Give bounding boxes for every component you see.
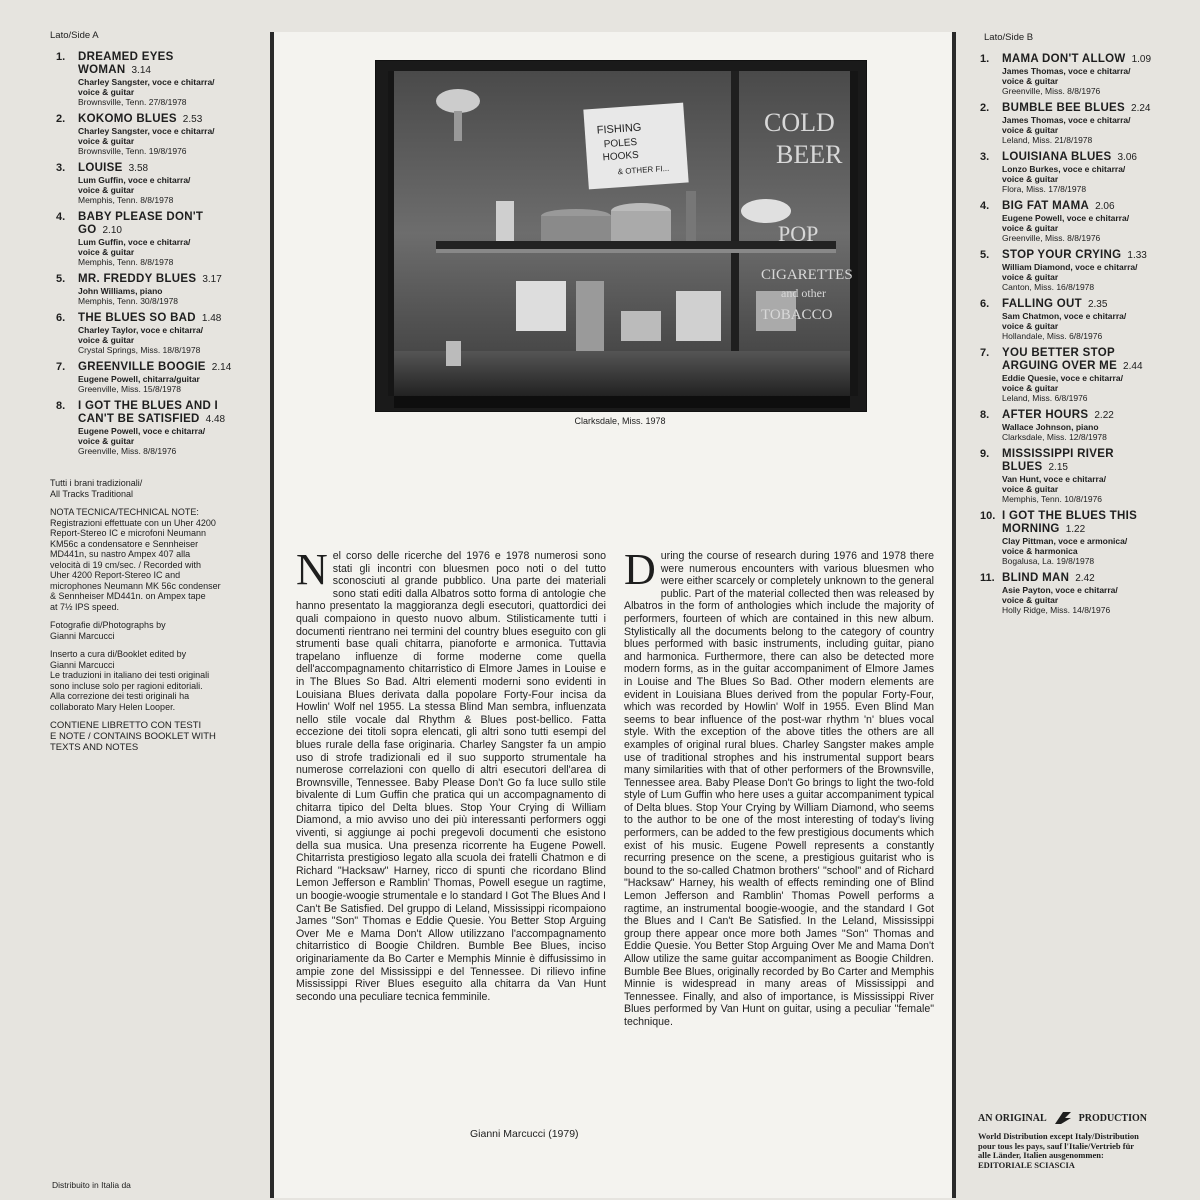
track-duration: 2.22: [1094, 410, 1114, 421]
track-performer: Sam Chatmon, voce e chitarra/: [1002, 311, 1127, 321]
track-performer: Clay Pittman, voce e armonica/: [1002, 536, 1128, 546]
track-duration: 2.35: [1087, 299, 1108, 310]
track-title: [1002, 409, 1188, 422]
track-title-line: CAN'T BE SATISFIED: [78, 413, 200, 425]
track-performer: Lum Guffin, voce e chitarra/: [78, 237, 191, 247]
track-title-line: ARGUING OVER ME: [1002, 360, 1118, 372]
track-title: [78, 273, 260, 286]
track-title-line: MORNING: [1002, 523, 1060, 535]
side-b-label: Lato/Side B: [984, 32, 1034, 43]
track-performer: Eddie Quesie, voce e chitarra/: [1002, 373, 1123, 383]
track-number: 2.: [56, 113, 66, 125]
production-line: AN ORIGINAL PRODUCTION: [978, 1110, 1188, 1126]
booklet-credit: [50, 649, 260, 712]
track-title: [1002, 298, 1188, 311]
track-performer: Lonzo Burkes, voce e chitarra/: [1002, 164, 1126, 174]
track-number: 3.: [980, 151, 990, 163]
technical-note-line: MD441n, su nastro Ampex 407 alla: [50, 549, 191, 559]
track-performer: James Thomas, voce e chitarra/: [1002, 115, 1131, 125]
track-duration: 2.53: [182, 114, 203, 125]
track-recording-place: Memphis, Tenn. 30/8/1978: [78, 296, 179, 306]
track-performer: voice & guitar: [78, 185, 135, 195]
track-performer: voice & guitar: [1002, 272, 1059, 282]
photo-credit: Fotografie di/Photographs by Gianni Marcucci: [50, 620, 166, 641]
track-duration: 3.14: [131, 65, 151, 76]
track-title: [78, 400, 260, 426]
svg-text:HOOKS: HOOKS: [602, 149, 640, 164]
track-number: 6.: [56, 312, 66, 324]
track-title-line: MR. FREDDY BLUES: [78, 273, 197, 285]
side-a-track: [50, 211, 260, 267]
contains-note-line: E NOTE / CONTAINS BOOKLET WITH: [50, 731, 216, 742]
distribution-info: [978, 1132, 1188, 1170]
track-number: 6.: [980, 298, 990, 310]
track-performer: voice & guitar: [1002, 223, 1059, 233]
svg-text:COLD: COLD: [764, 108, 835, 137]
track-performer: voice & guitar: [78, 335, 135, 345]
track-details: [1002, 448, 1188, 504]
track-title-line: LOUISIANA BLUES: [1002, 151, 1112, 163]
side-a-track: [50, 51, 260, 107]
track-number: 10.: [980, 510, 996, 522]
technical-note-line: KM56c a condensatore e Sennheiser: [50, 538, 199, 549]
track-title-line: YOU BETTER STOP: [1002, 347, 1115, 359]
track-title-line: BLUES: [1002, 461, 1043, 473]
side-a-track: [50, 273, 260, 306]
track-performer: voice & guitar: [1002, 321, 1059, 331]
track-duration: 4.48: [205, 414, 226, 425]
italy-distribution-note: Distribuito in Italia da: [52, 1180, 131, 1190]
traditional-note: Tutti i brani tradizionali/ All Tracks Traditional: [50, 478, 143, 499]
track-number: 11.: [980, 572, 995, 584]
track-recording-place: Memphis, Tenn. 10/8/1976: [1002, 494, 1103, 504]
track-duration: 2.15: [1048, 462, 1068, 473]
track-performer: voice & guitar: [1002, 484, 1059, 494]
svg-text:TOBACCO: TOBACCO: [761, 307, 833, 323]
track-details: [1002, 249, 1188, 292]
track-performer: James Thomas, voce e chitarra/: [1002, 66, 1131, 76]
track-performer: Eugene Powell, chitarra/guitar: [78, 374, 200, 384]
track-performer: Charley Sangster, voce e chitarra/: [78, 77, 215, 87]
track-title: [1002, 102, 1188, 115]
track-performer: voice & guitar: [78, 87, 135, 97]
track-title-line: FALLING OUT: [1002, 298, 1082, 310]
track-title-line: STOP YOUR CRYING: [1002, 249, 1122, 261]
track-title-line: THE BLUES SO BAD: [78, 312, 196, 324]
technical-note-line: at 7½ IPS speed.: [50, 601, 120, 612]
side-a-tracklist: [50, 51, 260, 456]
track-performer: Charley Sangster, voce e chitarra/: [78, 126, 215, 136]
track-performer: voice & guitar: [1002, 595, 1059, 605]
side-a-track: [50, 361, 260, 394]
side-a-track: [50, 400, 260, 456]
track-details: [1002, 572, 1188, 615]
track-recording-place: Leland, Miss. 21/8/1978: [1002, 135, 1093, 145]
track-title-line: MAMA DON'T ALLOW: [1002, 53, 1126, 65]
track-title: [78, 361, 260, 374]
track-number: 3.: [56, 162, 66, 174]
track-recording-place: Brownsville, Tenn. 27/8/1978: [78, 97, 187, 107]
track-duration: 1.09: [1131, 54, 1152, 65]
storefront-photo-image: [376, 61, 866, 411]
track-performer: voice & guitar: [1002, 125, 1059, 135]
track-title: [1002, 200, 1188, 213]
distribution-line: pour tous les pays, sauf l'Italie/Vertrieb für: [978, 1140, 1135, 1151]
track-number: 5.: [980, 249, 990, 261]
track-duration: 3.06: [1117, 152, 1137, 163]
track-performer: William Diamond, voce e chitarra/: [1002, 262, 1138, 272]
track-recording-place: Crystal Springs, Miss. 18/8/1978: [78, 345, 201, 355]
italian-liner-notes: [296, 545, 606, 1003]
english-liner-notes: [624, 545, 935, 1029]
track-recording-place: Hollandale, Miss. 6/8/1976: [1002, 331, 1103, 341]
track-title-line: BUMBLE BEE BLUES: [1002, 102, 1126, 114]
side-b-track: [976, 510, 1188, 566]
track-title-line: KOKOMO BLUES: [78, 113, 177, 125]
track-details: [78, 400, 260, 456]
side-a-track: [50, 113, 260, 156]
side-b-track: [976, 200, 1188, 243]
track-duration: 1.22: [1065, 524, 1086, 535]
credits-notes: [50, 478, 260, 753]
technical-note-line: velocità di 19 cm/sec. / Recorded with: [50, 559, 202, 570]
svg-text:POP: POP: [778, 221, 819, 246]
track-duration: 3.17: [202, 274, 222, 285]
side-b-track: [976, 347, 1188, 403]
track-number: 7.: [980, 347, 990, 359]
track-performer: John Williams, piano: [78, 286, 163, 296]
booklet-note-line: collaborato Mary Helen Looper.: [50, 701, 176, 712]
track-details: [1002, 510, 1188, 566]
technical-note-line: & Sennheiser MD441n. on Ampex tape: [50, 591, 206, 601]
track-title: [1002, 347, 1188, 373]
track-duration: 2.24: [1131, 103, 1151, 114]
track-details: [78, 211, 260, 267]
track-details: [78, 162, 260, 205]
track-details: [1002, 409, 1188, 442]
track-number: 8.: [56, 400, 66, 412]
track-details: [1002, 53, 1188, 96]
track-performer: Lum Guffin, voce e chitarra/: [78, 175, 191, 185]
track-title-line: LOUISE: [78, 162, 123, 174]
track-performer: voice & guitar: [78, 247, 135, 257]
technical-note: [50, 507, 260, 612]
svg-text:and other: and other: [781, 286, 826, 300]
track-performer: Van Hunt, voce e chitarra/: [1002, 474, 1106, 484]
track-title: [78, 51, 260, 77]
track-duration: 2.44: [1123, 361, 1143, 372]
track-title: [1002, 151, 1188, 164]
technical-note-line: Uher 4200 Report-Stereo IC and: [50, 570, 181, 580]
booklet-note-line: Alla correzione dei testi originali ha: [50, 691, 190, 701]
track-recording-place: Bogalusa, La. 19/8/1978: [1002, 556, 1095, 566]
track-title-line: I GOT THE BLUES AND I: [78, 400, 219, 412]
production-block: [978, 1110, 1188, 1170]
track-details: [78, 361, 260, 394]
track-number: 2.: [980, 102, 990, 114]
technical-note-line: microphones Neumann MK 56c condenser: [50, 580, 221, 591]
track-title-line: GREENVILLE BOOGIE: [78, 361, 206, 373]
track-title: [78, 312, 260, 325]
track-performer: Eugene Powell, voce e chitarra/: [78, 426, 206, 436]
track-title: [1002, 510, 1188, 536]
photo-caption: Clarksdale, Miss. 1978: [574, 416, 666, 426]
track-title: [1002, 53, 1188, 66]
svg-text:FISHING: FISHING: [596, 121, 642, 137]
track-details: [78, 51, 260, 107]
track-number: 1.: [56, 51, 66, 63]
technical-note-line: Registrazioni effettuate con un Uher 4200: [50, 517, 216, 528]
booklet-note-line: Le traduzioni in italiano dei testi originali: [50, 670, 210, 680]
track-details: [78, 113, 260, 156]
track-title-line: GO: [78, 224, 97, 236]
track-number: 9.: [980, 448, 990, 460]
track-performer: Charley Taylor, voce e chitarra/: [78, 325, 204, 335]
track-title: [1002, 448, 1188, 474]
track-recording-place: Flora, Miss. 17/8/1978: [1002, 184, 1087, 194]
svg-text:& OTHER FI...: & OTHER FI...: [617, 163, 670, 177]
track-number: 8.: [980, 409, 990, 421]
track-title-line: I GOT THE BLUES THIS: [1002, 510, 1138, 522]
side-b-track: [976, 53, 1188, 96]
fishing-sign: [583, 103, 688, 190]
distribution-line: EDITORIALE SCIASCIA: [978, 1159, 1075, 1170]
side-b-track: [976, 151, 1188, 194]
english-drop-cap: D: [624, 545, 656, 594]
track-performer: voice & harmonica: [1002, 546, 1078, 556]
track-title: [1002, 249, 1188, 262]
track-details: [1002, 151, 1188, 194]
track-title-line: BABY PLEASE DON'T: [78, 211, 204, 223]
booklet-note-line: sono incluse solo per ragioni editoriali.: [50, 680, 203, 691]
track-number: 7.: [56, 361, 66, 373]
italian-body: el corso delle ricerche del 1976 e 1978 numerosi sono stati gli incontri con bluesmen poco noti o del tutto sconosciuti al grande pubblico. Una parte dei materiali sono stati editi dalla Albatros sotto forma di antologie che hanno presentato la maggioranza degli esecutori, quattordici dei quali compaiono in questo nuovo album. Stilisticamente tutti i documenti rientrano nei termini del country blues eseguito con gli strumenti base quali chitarra, pianoforte e armonica. Tuttavia trapelano influenze di forme moderne come quella dell'accompagnamento chitarristico di Elmore James in Louise e in The Blues So Bad. Altri elementi moderni sono evidenti in Louisiana Blues derivata dalla popolare Forty-Four incisa da Howlin' Wolf nel 1955. La stessa Blind Man sembra, influenzata nello stile vocale dal Rhythm & Blues post-bellico. Fatta eccezione dei titoli sopra elencati, gli altri sono tutti esempi del blues rurale della fase originaria. Charley Sangster fa un ampio uso di strofe tradizionali ed il suo supporto strumentale ha numerose correlazioni con quello di altri esecutori dell'area di Brownsville, Tennessee. Baby Please Don't Go fa luce sullo stile bivalente di Lum Guffin che pratica qui un accompagnamento di chitarra tipico del Delta blues. Stop Your Crying di William Diamond, a mio avviso uno dei più interessanti performers oggi viventi, si aggiunge ai pochi pregevoli documenti che esistono della sua musica. Una presenza ricorrente ha Eugene Powell. Chitarrista prestigioso legato alla scuola dei fratelli Chatmon e di Richard "Hacksaw" Harney, ricco di spunti che ricordano Blind Lemon Jefferson e Ramblin' Thomas, Powell esegue un ragtime, un boogie-woogie strumentale e lo standard I Got The Blues And I Can't Be Satisfied. Del gruppo di Leland, Mississippi ricompaiono James "Son" Thomas e Eddie Quesie. You Better Stop Arguing Over Me e Mama Don't Allow utilizzano l'accompagnamento chitarristico di Boogie Children. Bumble Bee Blues, inciso originariamente da Bo Carter e Memphis Minnie è diffusissimo in ampie zone del Mississippi e del Tennessee. Di rilievo infine Mississippi River Blues eseguito alla chitarra da Van Hunt secondo una peculiare tecnica femminile.: [296, 550, 606, 1003]
track-recording-place: Greenville, Miss. 15/8/1978: [78, 384, 181, 394]
italian-drop-cap: N: [296, 545, 328, 594]
track-duration: 1.48: [201, 313, 222, 324]
author-signature: Gianni Marcucci (1979): [470, 1128, 579, 1140]
track-details: [1002, 102, 1188, 145]
track-title-line: DREAMED EYES: [78, 51, 174, 63]
track-duration: 2.14: [211, 362, 232, 373]
track-title-line: BIG FAT MAMA: [1002, 200, 1090, 212]
track-title-line: BLIND MAN: [1002, 572, 1070, 584]
track-recording-place: Greenville, Miss. 8/8/1976: [1002, 233, 1101, 243]
side-a-track: [50, 162, 260, 205]
svg-text:CIGARETTES: CIGARETTES: [761, 267, 853, 283]
english-body: uring the course of research during 1976 and 1978 there were numerous encounters with various bluesmen who were either scarcely or completely unknown to the general public. Part of the material collected then was released by Albatros in the form of anthologies which include the majority of performers, fourteen of which are contained in this new album. Stylistically all the documents belong to the category of country blues performed with basic instruments, including guitar, piano and harmonica. Furthermore, there can also be detected more modern forms, as in the guitar accompaniment of Elmore James in Louise and The Blues So Bad. Other modern elements are evident in Louisiana Blues derived from the popular Forty-Four, which was recorded by Howlin' Wolf in 1955. Even Blind Man seems to bear influence of the post-war rhythm 'n' blues vocal style. With the exception of the above titles the others are all examples of original rural blues. Charley Sangster makes ample use of traditional strophes and his instrumental support bears many similarities with that of other performers of the Brownsville, Tennessee area. Baby Please Don't Go brings to light the two-fold style of Lum Guffin who here uses a guitar accompaniment typical of Delta blues. Stop Your Crying by William Diamond, who seems to the author to be one of the most interesting of today's living performers, can be added to the few prestigious documents which exist of his music. Eugene Powell represents a constantly recurring presence on the scene, a prestigious guitarist who is bound to the so-called Chatmon brothers' "school" and of Richard "Hacksaw" Harney, his wealth of effects reminding one of Blind Lemon Jefferson and Ramblin' Thomas Powell performs a ragtime, an instrumental boogie-woogie, and the standard I Got the Blues and I Can't Be Satisfied. In the Leland, Mississippi group there appear once more both James "Son" Thomas and Eddie Quesie. You Better Stop Arguing Over Me and Mama Don't Allow utilize the same guitar accompaniment as Boogie Children. Bumble Bee Blues, originally recorded by Bo Carter and Memphis Minnie is widespread in many areas of Mississippi and Tennessee. Finally, and also of importance, is Mississippi River Blues performed by Van Hunt on guitar, using a peculiar "female" technique.: [624, 550, 935, 1028]
svg-text:BEER: BEER: [776, 140, 843, 169]
track-title: [1002, 572, 1188, 585]
track-duration: 2.06: [1095, 201, 1115, 212]
track-title-line: MISSISSIPPI RIVER: [1002, 448, 1114, 460]
track-performer: Eugene Powell, voce e chitarra/: [1002, 213, 1130, 223]
track-duration: 2.42: [1075, 573, 1095, 584]
track-recording-place: Holly Ridge, Miss. 14/8/1976: [1002, 605, 1111, 615]
track-recording-place: Memphis, Tenn. 8/8/1978: [78, 195, 174, 205]
track-recording-place: Brownsville, Tenn. 19/8/1976: [78, 146, 187, 156]
track-performer: voice & guitar: [1002, 174, 1059, 184]
track-recording-place: Greenville, Miss. 8/8/1976: [1002, 86, 1101, 96]
track-title: [78, 211, 260, 237]
booklet-note-line: Inserto a cura di/Booklet edited by: [50, 649, 187, 659]
track-title: [78, 162, 260, 175]
track-details: [78, 273, 260, 306]
track-recording-place: Clarksdale, Miss. 12/8/1978: [1002, 432, 1107, 442]
side-b-track: [976, 102, 1188, 145]
track-title-line: AFTER HOURS: [1002, 409, 1089, 421]
distribution-line: alle Länder, Italien ausgenommen:: [978, 1150, 1104, 1160]
technical-note-line: NOTA TECNICA/TECHNICAL NOTE:: [50, 507, 199, 517]
track-title: [78, 113, 260, 126]
track-recording-place: Greenville, Miss. 8/8/1976: [78, 446, 177, 456]
side-b-track: [976, 572, 1188, 615]
side-a-track: [50, 312, 260, 355]
track-number: 1.: [980, 53, 990, 65]
side-a-label: Lato/Side A: [50, 30, 99, 41]
track-duration: 3.58: [128, 163, 149, 174]
track-performer: voice & guitar: [78, 136, 135, 146]
side-b-track: [976, 448, 1188, 504]
track-duration: 2.10: [102, 225, 122, 236]
track-performer: Asie Payton, voce e chitarra/: [1002, 585, 1118, 595]
track-performer: voice & guitar: [78, 436, 135, 446]
contains-note-line: TEXTS AND NOTES: [50, 742, 139, 753]
side-b-track: [976, 409, 1188, 442]
technical-note-line: Report-Stereo IC e microfoni Neumann: [50, 528, 207, 538]
track-recording-place: Memphis, Tenn. 8/8/1978: [78, 257, 174, 267]
track-number: 4.: [56, 211, 66, 223]
track-details: [1002, 298, 1188, 341]
track-number: 5.: [56, 273, 66, 285]
track-performer: voice & guitar: [1002, 383, 1059, 393]
side-a-column: [50, 30, 260, 761]
track-duration: 1.33: [1127, 250, 1147, 261]
side-b-column: [976, 32, 1188, 621]
storefront-photo: [375, 60, 867, 412]
track-title-line: WOMAN: [78, 64, 126, 76]
contains-booklet-note: [50, 720, 260, 753]
track-details: [1002, 347, 1188, 403]
side-b-tracklist: [976, 53, 1188, 615]
track-performer: voice & guitar: [1002, 76, 1059, 86]
contains-note-line: CONTIENE LIBRETTO CON TESTI: [50, 720, 202, 731]
track-performer: Wallace Johnson, piano: [1002, 422, 1099, 432]
track-number: 4.: [980, 200, 990, 212]
distribution-line: World Distribution except Italy/Distribution: [978, 1131, 1139, 1141]
svg-text:POLES: POLES: [603, 136, 638, 151]
side-b-track: [976, 249, 1188, 292]
track-recording-place: Canton, Miss. 16/8/1978: [1002, 282, 1095, 292]
side-b-track: [976, 298, 1188, 341]
track-details: [78, 312, 260, 355]
track-recording-place: Leland, Miss. 6/8/1976: [1002, 393, 1088, 403]
track-details: [1002, 200, 1188, 243]
label-logo-icon: [1053, 1110, 1073, 1126]
booklet-note-line: Gianni Marcucci: [50, 659, 115, 670]
